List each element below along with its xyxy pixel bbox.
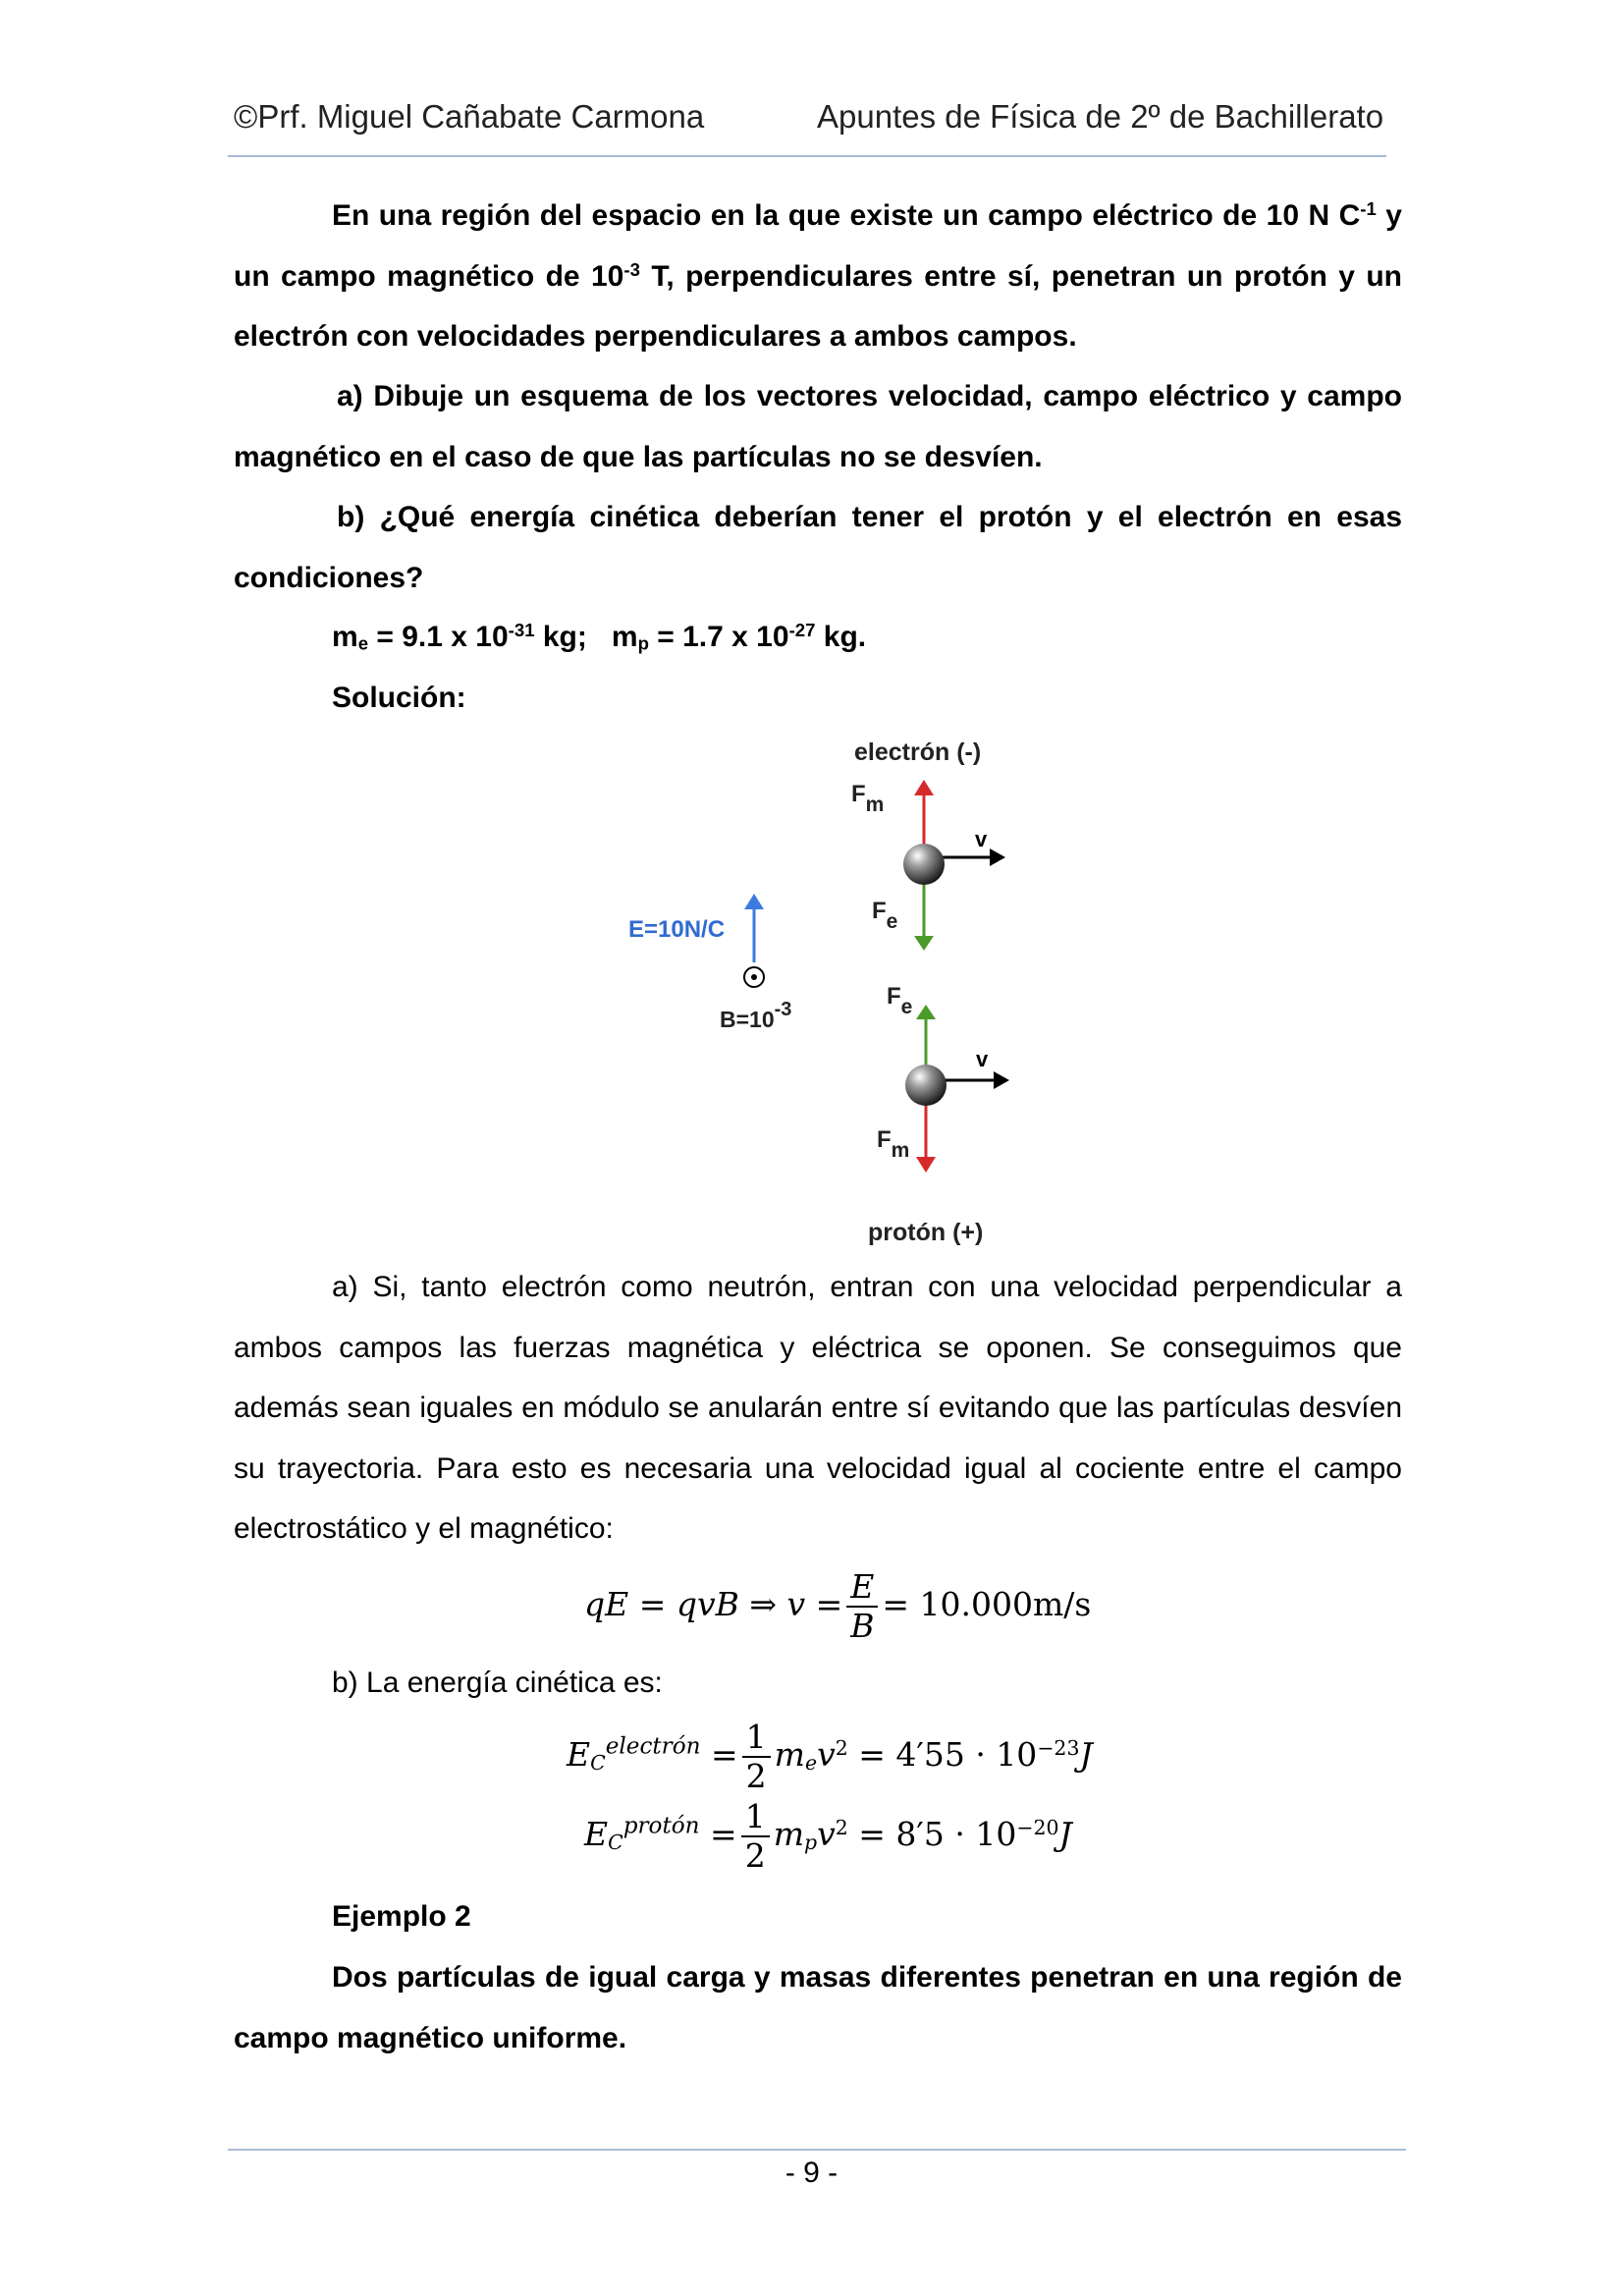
proton-electric-force-arrow [916, 1005, 936, 1070]
proton-label: protón (+) [868, 1219, 984, 1246]
kinetic-energy-electron-equation: $E_C^{electrón}$ = $\frac{1}{2}$ $m_ev^2 = 4'55 \cdot 10^{-23}J$ [567, 1718, 1093, 1795]
electron-particle [903, 844, 945, 885]
example-2-statement: Dos partículas de igual carga y masas diferentes penetran en una región de campo magnético uniforme. [234, 1961, 1402, 2054]
page-number: - 9 - [784, 2157, 839, 2189]
b-field-label: B=10-3 [720, 999, 792, 1032]
header-author: ©Prf. Miguel Cañabate Carmona [234, 98, 705, 135]
proton-fm-label: Fm [877, 1126, 910, 1162]
problem-statement: En una región del espacio en la que existe un campo eléctrico de 10 N $C^{-1}$ y un campo magnético de $10^{-3}$ T, perpendiculares entre sí, penetran un protón y un electrón con velocidades perpendiculares a ambos campos. [234, 197, 1403, 353]
answer-a: a) Si, tanto electrón como neutrón, entran con una velocidad perpendicular a ambos campos las fuerzas magnética y eléctrica se oponen. Se conseguimos que además sean iguales en módulo se anularán entre sí evitando que las partículas desvíen su trayectoria. Para esto es necesaria una velocidad igual al cociente entre el campo electrostático y el magnético: [234, 1271, 1402, 1545]
masses-data: $m_e = 9.1$ x $10^{-31}$ kg; $m_p = 1.7$ x $10^{-27}$ kg. [332, 619, 867, 654]
problem-part-a: a) Dibuje un esquema de los vectores velocidad, campo eléctrico y campo magnético en el caso de que las partículas no se desvíen. [234, 380, 1402, 473]
proton-v-label: v [976, 1047, 989, 1071]
electron-v-label: v [975, 827, 988, 851]
header-title: Apuntes de Física de 2º de Bachillerato [817, 98, 1384, 135]
solution-label: Solución: [332, 682, 466, 714]
electron-fm-label: Fm [851, 781, 885, 816]
velocity-equation: qE = qvB ⇒ v = $\frac{E}{B}$ = 10.000m/s [584, 1567, 1092, 1645]
e-field-arrow [744, 894, 764, 962]
electron-label: electrón (-) [854, 738, 982, 766]
proton-particle [905, 1065, 947, 1106]
electron-fe-label: Fe [872, 898, 898, 933]
problem-part-b: b) ¿Qué energía cinética deberían tener el protón y el electrón en esas condiciones? [234, 501, 1402, 594]
proton-fe-label: Fe [887, 983, 913, 1018]
answer-b-intro: b) La energía cinética es: [332, 1667, 663, 1699]
example-2-title: Ejemplo 2 [332, 1900, 471, 1933]
b-field-out-of-page-icon [744, 967, 764, 987]
kinetic-energy-proton-equation: $E_C^{protón}$ = $\frac{1}{2}$ $m_pv^2 = 8'5 \cdot 10^{-20}J$ [584, 1797, 1072, 1875]
footer-rule [228, 2149, 1406, 2151]
e-field-label: E=10N/C [628, 916, 726, 943]
